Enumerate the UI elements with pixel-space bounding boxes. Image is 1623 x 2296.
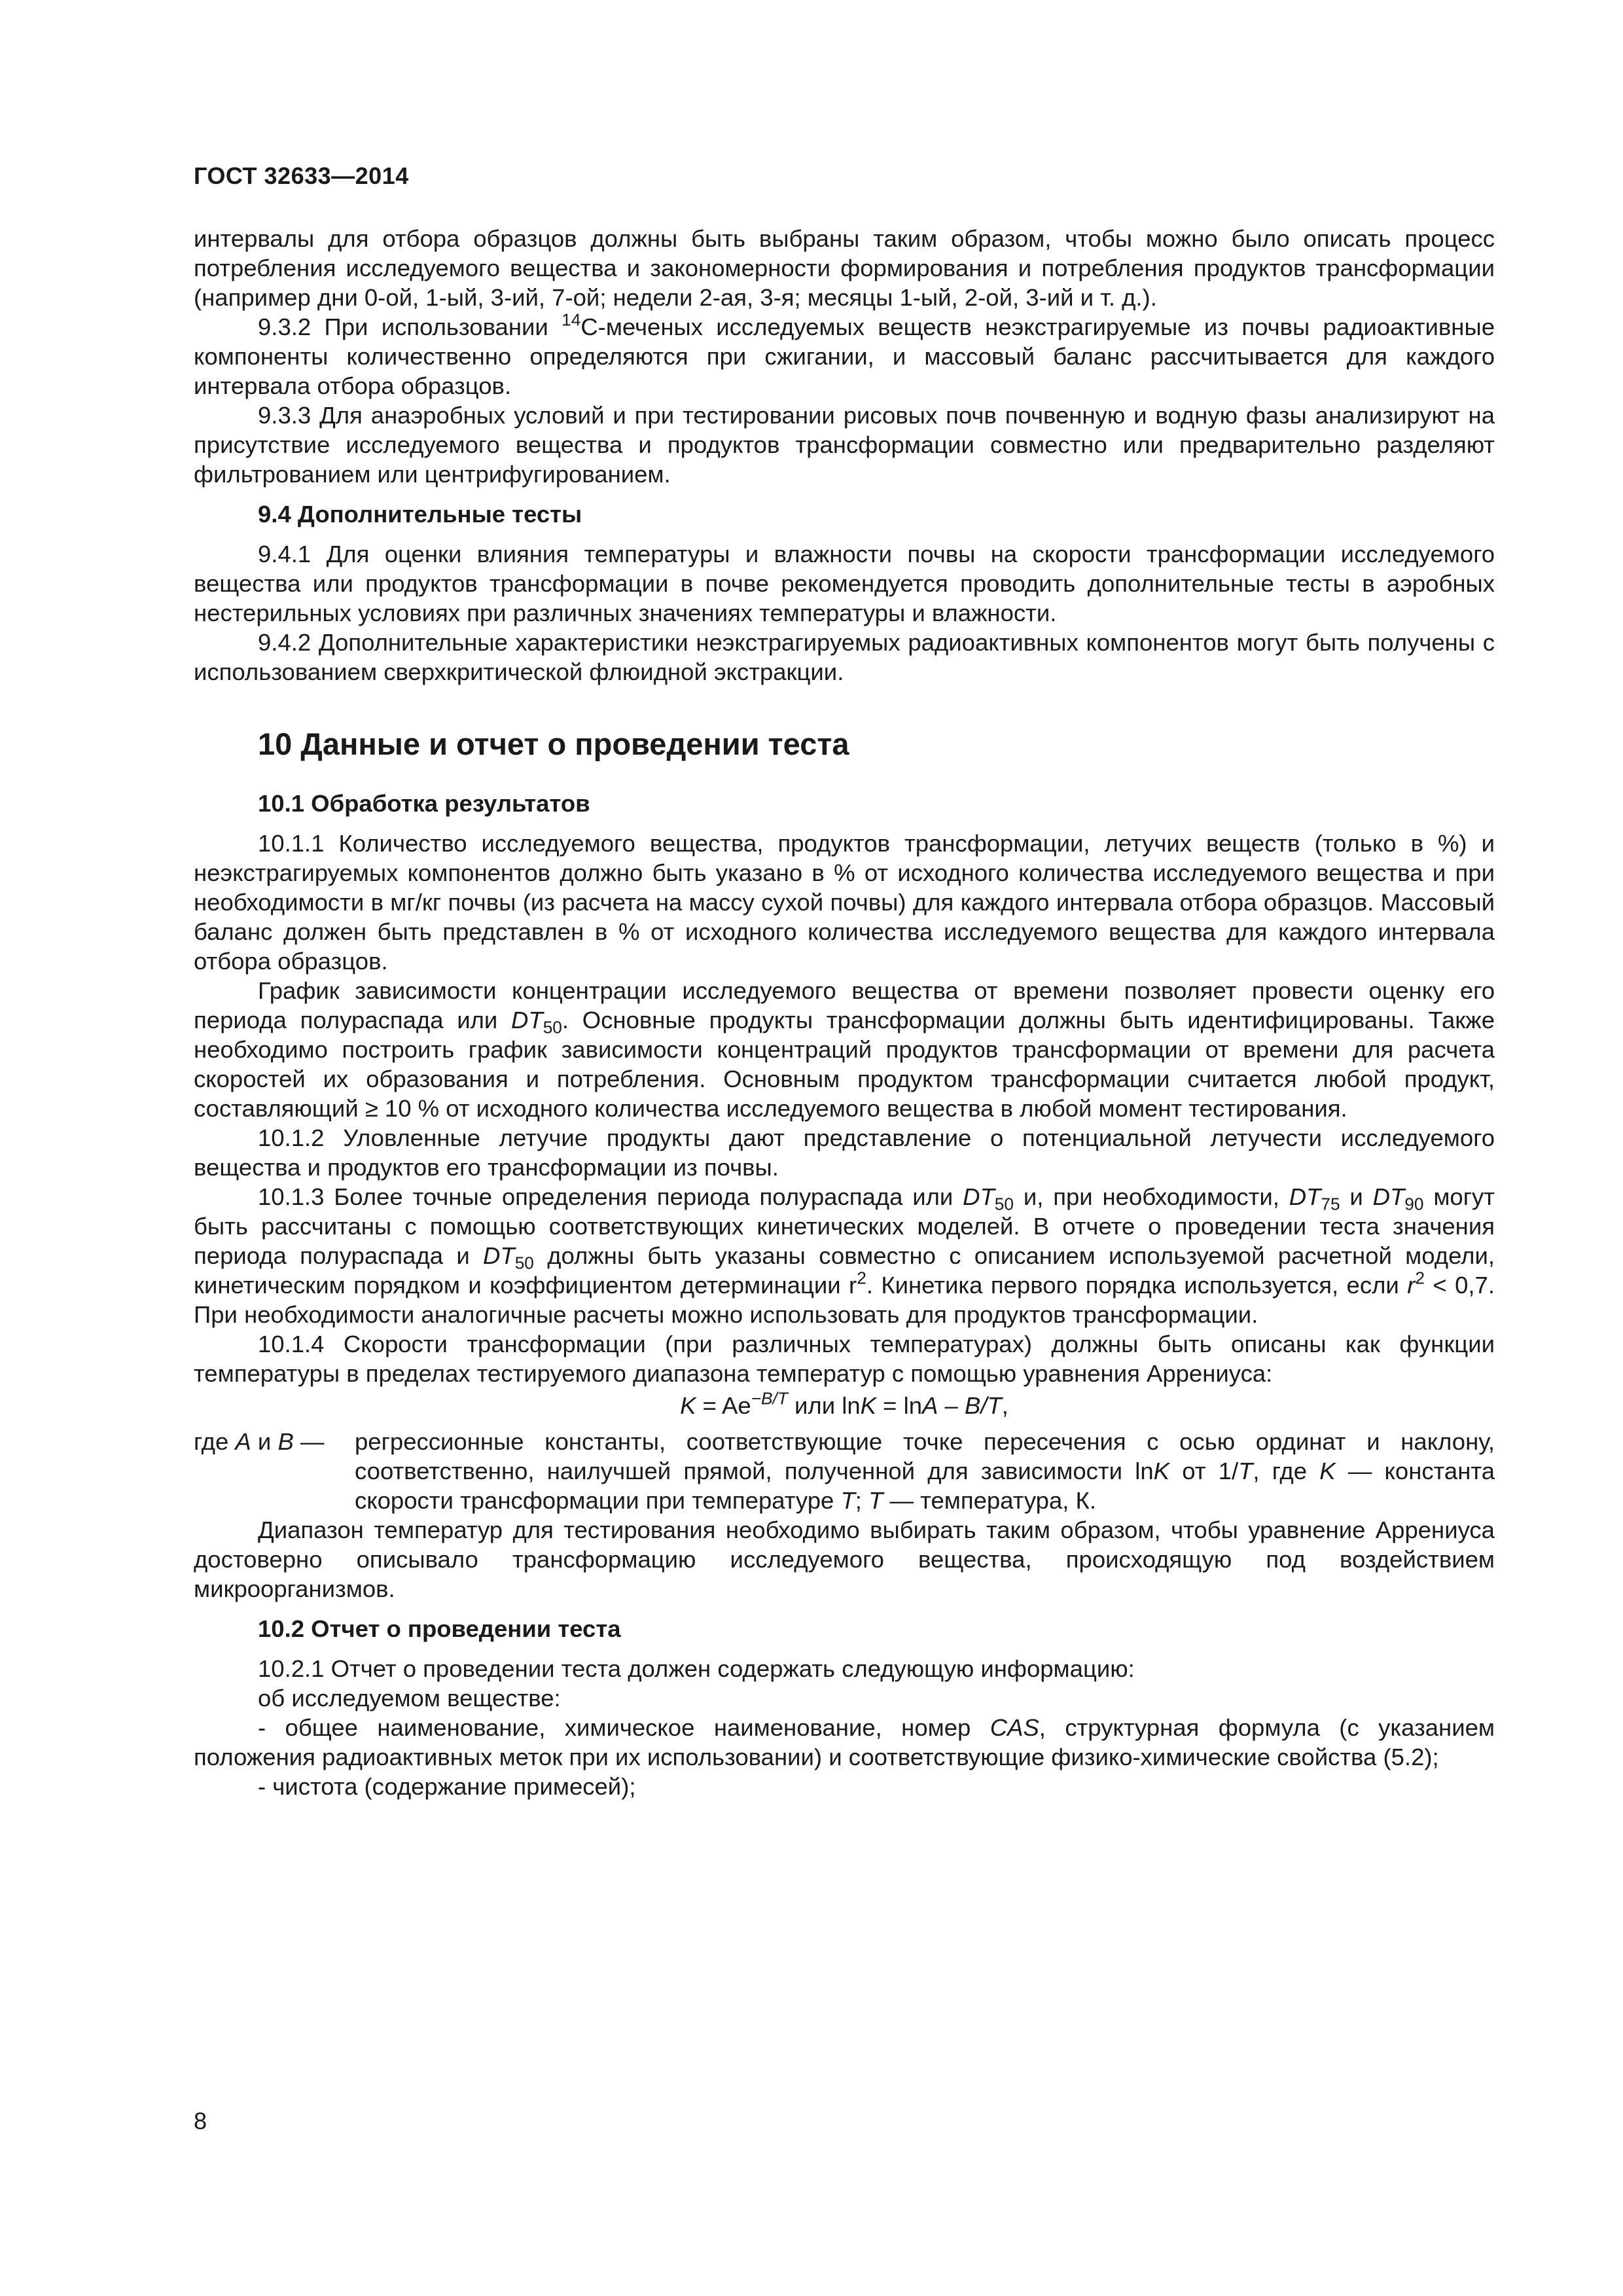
paragraph-10-1-4: 10.1.4 Скорости трансформации (при различных температурах) должны быть описаны как функции температуры в пределах тестируемого диапазона температур с помощью уравнения Аррениуса:: [194, 1331, 1495, 1387]
list-item-purity: - чистота (содержание примесей);: [258, 1773, 636, 1800]
paragraph-10-1-3: 10.1.3 Более точные определения периода полураспада или $DT_{50}$ и, при необходимости, $DT_{75}$ и $DT_{90}$ могут быть рассчитаны с помощью соответствующих кинетических моделей. В отчете о проведении теста значения периода полураспада и $DT_{50}$ должны быть указаны совместно с описанием используемой расчетной модели, кинетическим порядком и коэффициентом детерминации $r^2$. Кинетика первого порядка используется, если $r^2 < 0,7$. При необходимости аналогичные расчеты можно использовать для продуктов трансформации.: [194, 1183, 1495, 1328]
list-item-name: - общее наименование, химическое наименование, номер CAS, структурная формула (с указанием положения радиоактивных меток при их использовании) и соответствующие физико-химические свойства (5.2);: [194, 1714, 1495, 1770]
paragraph-temperature-range: Диапазон температур для тестирования необходимо выбирать таким образом, чтобы уравнение Аррениуса достоверно описывало трансформацию исследуемого вещества, происходящую под воздействием микроорганизмов.: [194, 1516, 1495, 1602]
paragraph-10-2-1: 10.2.1 Отчет о проведении теста должен содержать следующую информацию:: [258, 1655, 1135, 1682]
formula-legend-label: где A и B —: [194, 1428, 325, 1455]
page-number: 8: [194, 2108, 207, 2134]
heading-9-4: 9.4 Дополнительные тесты: [258, 501, 582, 528]
document-body: [194, 224, 1495, 1801]
heading-section-10: 10 Данные и отчет о проведении теста: [258, 726, 849, 761]
heading-10-1: 10.1 Обработка результатов: [258, 790, 590, 817]
paragraph-9-3-3: 9.3.3 Для анаэробных условий и при тестировании рисовых почв почвенную и водную фазы анализируют на присутствие исследуемого вещества и продуктов трансформации совместно или предварительно разделяют фильтрованием или центрифугированием.: [194, 402, 1495, 488]
formula-legend-text: регрессионные константы, соответствующие точке пересечения с осью ординат и наклону, соответственно, наилучшей прямой, полученной для зависимости lnK от 1/T, где K — константа скорости трансформации при температуре T; T — температура, К.: [355, 1428, 1495, 1514]
paragraph-about-substance: об исследуемом веществе:: [258, 1685, 561, 1712]
paragraph-9-3-2: 9.3.2 При использовании $^{14}$С-меченых исследуемых веществ неэкстрагируемые из почвы радиоактивные компоненты количественно определяются при сжигании, и массовый баланс рассчитывается для каждого интервала отбора образцов.: [194, 310, 1495, 399]
paragraph-9-4-2: 9.4.2 Дополнительные характеристики неэкстрагируемых радиоактивных компонентов могут быть получены с использованием сверхкритической флюидной экстракции.: [194, 629, 1495, 685]
heading-10-2: 10.2 Отчет о проведении теста: [258, 1615, 621, 1642]
standard-code-header: ГОСТ 32633—2014: [194, 162, 409, 189]
paragraph-10-1-1: 10.1.1 Количество исследуемого вещества, продуктов трансформации, летучих веществ (только в %) и неэкстрагируемых компонентов должно быть указано в % от исходного количества исследуемого вещества и при необходимости в мг/кг почвы (из расчета на массу сухой почвы) для каждого интервала отбора образцов. Массовый баланс должен быть представлен в % от исходного количества исследуемого вещества для каждого интервала отбора образцов.: [194, 830, 1495, 975]
paragraph-10-1-2: 10.1.2 Уловленные летучие продукты дают представление о потенциальной летучести исследуемого вещества и продуктов его трансформации из почвы.: [194, 1124, 1495, 1181]
paragraph-9-4-1: 9.4.1 Для оценки влияния температуры и влажности почвы на скорости трансформации исследуемого вещества или продуктов трансформации в почве рекомендуется проводить дополнительные тесты в аэробных нестерильных условиях при различных значениях температуры и влажности.: [194, 541, 1495, 626]
arrhenius-formula: $K = Ae^{-B/T}$ или lnK = lnA – B/T,: [680, 1388, 1008, 1419]
paragraph-intro: интервалы для отбора образцов должны быть выбраны таким образом, чтобы можно было описать процесс потребления исследуемого вещества и закономерности формирования и потребления продуктов трансформации (например дни 0-ой, 1-ый, 3-ий, 7-ой; недели 2-ая, 3-я; месяцы 1-ый, 2-ой, 3-ий и т. д.).: [194, 225, 1495, 311]
paragraph-graph: График зависимости концентрации исследуемого вещества от времени позволяет провести оценку его периода полураспада или $DT_{50}$. Основные продукты трансформации должны быть идентифицированы. Также необходимо построить график зависимости концентраций продуктов трансформации от времени для расчета скоростей их образования и потребления. Основным продуктом трансформации считается любой продукт, составляющий ≥ 10 % от исходного количества исследуемого вещества в любой момент тестирования.: [194, 977, 1495, 1122]
formula-legend: [194, 1427, 1495, 1515]
